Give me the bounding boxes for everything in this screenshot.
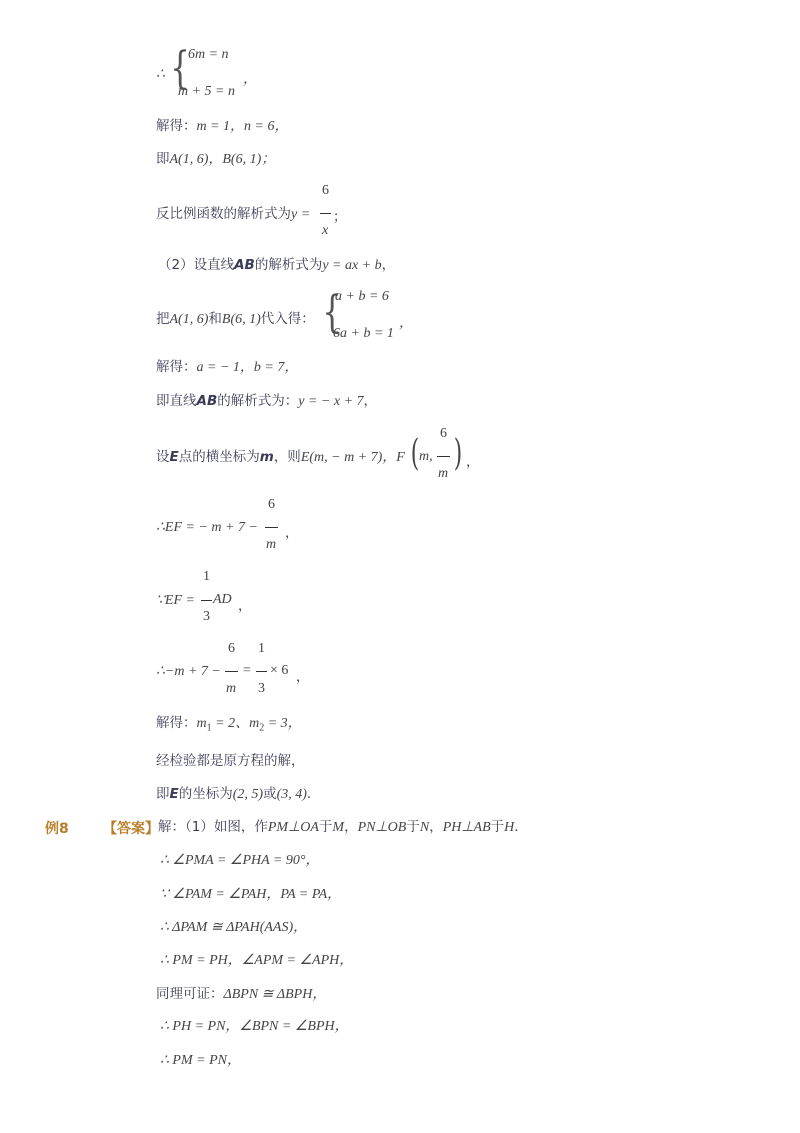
example-line-6: 同理可证：ΔBPN ≅ ΔBPH， [156, 986, 327, 1002]
eq-fraction2-denominator: 3 [258, 681, 265, 696]
eq-fraction1-numerator: 6 [228, 641, 235, 656]
example-line-5: ∴ PM = PH，∠APM = ∠APH， [160, 953, 354, 968]
solution-line-3: 解得：$m_1 = 2$、$m_2 = 3$， [156, 715, 302, 734]
right-paren: ) [453, 433, 463, 474]
f-fraction-bar [437, 456, 450, 457]
comma-6: ， [296, 669, 310, 685]
example-line-4: ∴ ΔPAM ≅ ΔPAH(AAS)， [160, 920, 308, 935]
points-line: 即A(1, 6)，B(6, 1)； [156, 151, 276, 167]
third-denominator: 3 [203, 609, 210, 624]
equation-3: a + b = 6 [335, 289, 389, 304]
equation-2: m + 5 = n [178, 84, 236, 99]
example-line-2: ∴ ∠PMA = ∠PHA = 90°， [160, 853, 320, 868]
e-f-coordinates-line: 设E点的横坐标为m，则E(m, − m + 7)，F [156, 449, 405, 465]
fraction-numerator: 6 [322, 183, 329, 198]
f-fraction-denominator: m [438, 466, 449, 481]
solution-line-2: 解得：a = − 1，b = 7， [156, 359, 299, 375]
therefore-symbol: ∴ [156, 67, 165, 82]
equation-line: ∴−m + 7 − [156, 664, 221, 679]
ef-fraction-bar [265, 527, 278, 528]
equals-sign: = [243, 663, 251, 678]
equation-4: 6a + b = 1 [333, 326, 394, 341]
third-numerator: 1 [203, 569, 210, 584]
comma-2: ， [399, 316, 413, 331]
answer-label: 【答案】 [103, 821, 159, 837]
comma: ， [243, 72, 257, 87]
ef-fraction-numerator: 6 [268, 497, 275, 512]
eq-fraction2-bar [256, 671, 267, 672]
substitute-line: 把A(1, 6)和B(6, 1)代入得： [156, 311, 315, 327]
left-brace-2: { [322, 287, 342, 338]
ef-given: ∵EF = [156, 593, 195, 608]
ef-expression: ∴EF = − m + 7 − [156, 520, 258, 535]
eq-fraction2-numerator: 1 [258, 641, 265, 656]
comma-4: ， [285, 525, 299, 541]
third-fraction-bar [201, 600, 212, 601]
inverse-function-line: 反比例函数的解析式为y = [156, 206, 311, 222]
left-brace: { [170, 43, 190, 94]
semicolon: ； [333, 209, 347, 225]
comma-3: ， [466, 454, 480, 470]
line-ab-equation: 即直线AB的解析式为：y = − x + 7， [156, 393, 378, 409]
e-coordinates-line: 即E的坐标为(2, 5)或(3, 4)． [156, 786, 321, 802]
left-paren: ( [410, 433, 420, 474]
f-inner-m: m, [419, 449, 433, 464]
ad-term: AD [213, 592, 232, 607]
times-six: × 6 [270, 663, 289, 678]
eq-fraction1-denominator: m [226, 681, 237, 696]
ef-fraction-denominator: m [266, 537, 277, 552]
example-line-3: ∵ ∠PAM = ∠PAH，PA = PA， [160, 887, 342, 902]
example-line-1: 解：（1）如图，作PM⊥OA于M，PN⊥OB于N，PH⊥AB于H． [158, 819, 528, 835]
verification-line: 经检验都是原方程的解， [156, 753, 305, 769]
solution-line-1: 解得：m = 1，n = 6， [156, 118, 289, 134]
f-fraction-numerator: 6 [440, 426, 447, 441]
fraction-bar [320, 213, 331, 214]
comma-5: ， [238, 598, 252, 614]
fraction-denominator: x [322, 223, 329, 238]
eq-fraction1-bar [225, 671, 238, 672]
example-label: 例8 [45, 821, 69, 837]
example-line-7: ∴ PH = PN，∠BPN = ∠BPH， [160, 1019, 349, 1034]
example-line-8: ∴ PM = PN， [160, 1053, 241, 1068]
equation-1: 6m = n [188, 47, 229, 62]
part2-line: （2）设直线AB的解析式为y = ax + b， [158, 257, 396, 273]
